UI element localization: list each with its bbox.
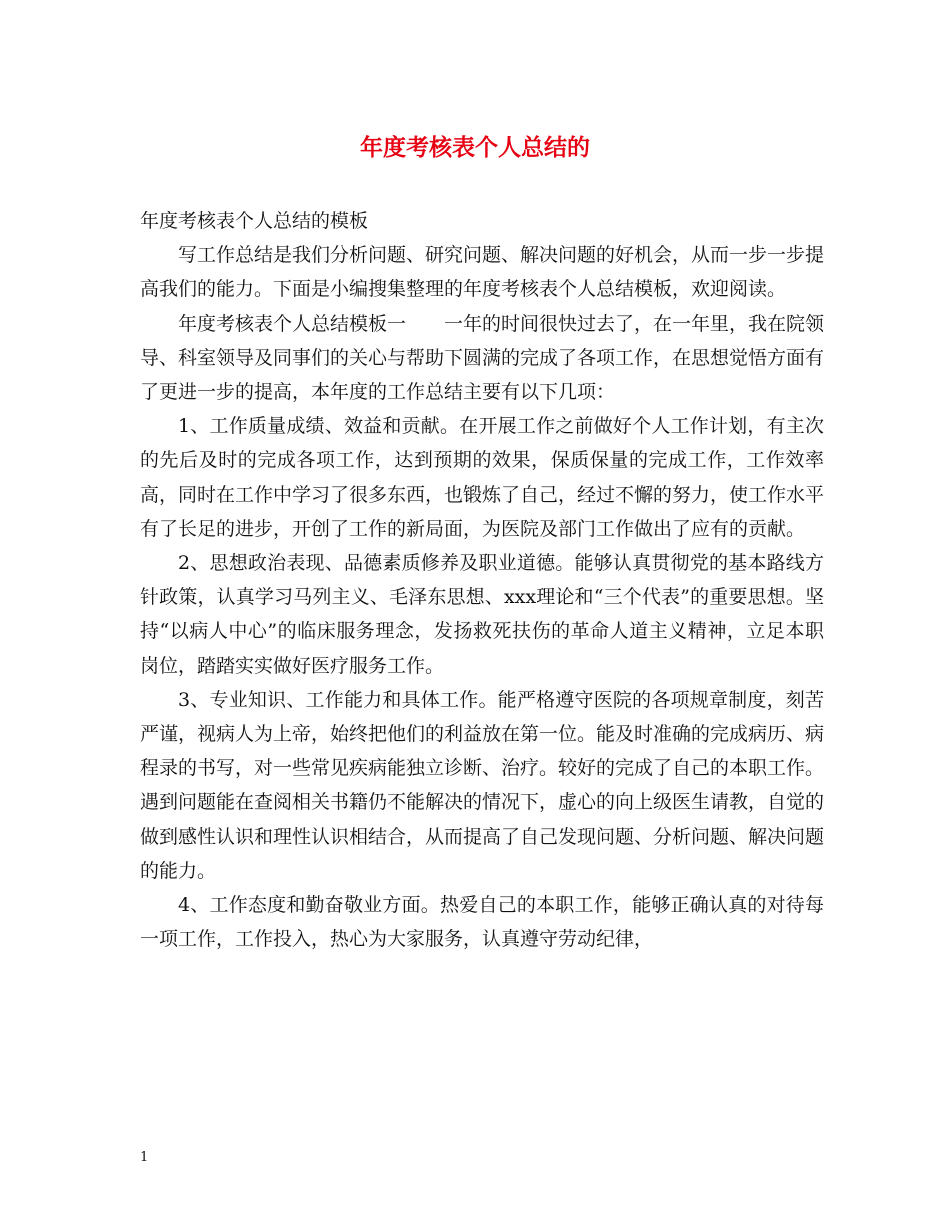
paragraph-intro: 写工作总结是我们分析问题、研究问题、解决问题的好机会，从而一步一步提高我们的能力。下面是小编搜集整理的年度考核表个人总结模板，欢迎阅读。: [140, 244, 825, 301]
paragraph-item-1: 1、工作质量成绩、效益和贡献。在开展工作之前做好个人工作计划，有主次的先后及时的完成各项工作，达到预期的效果，保质保量的完成工作，工作效率高，同时在工作中学习了很多东西，也锻炼了自己，经过不懈的努力，使工作水平有了长足的进步，开创了工作的新局面，为医院及部门工作做出了应有的贡献。: [140, 415, 825, 540]
paragraph-item-4: 4、工作态度和勤奋敬业方面。热爱自己的本职工作，能够正确认真的对待每一项工作，工作投入，热心为大家服务，认真遵守劳动纪律，: [140, 894, 824, 951]
paragraph-template-one: 年度考核表个人总结模板一 一年的时间很快过去了，在一年里，我在院领导、科室领导及同事们的关心与帮助下圆满的完成了各项工作，在思想觉悟方面有了更进一步的提高，本年度的工作总结主要有以下几项：: [140, 312, 825, 404]
page-number: 1: [140, 1150, 149, 1165]
paragraph-item-3: 3、专业知识、工作能力和具体工作。能严格遵守医院的各项规章制度，刻苦严谨，视病人为上帝，始终把他们的利益放在第一位。能及时准确的完成病历、病程录的书写，对一些常见疾病能独立诊断、治疗。较好的完成了自己的本职工作。遇到问题能在查阅相关书籍仍不能解决的情况下，虚心的向上级医生请教，自觉的做到感性认识和理性认识相结合，从而提高了自己发现问题、分析问题、解决问题的能力。: [140, 688, 825, 882]
document-subtitle: 年度考核表个人总结的模板: [140, 210, 369, 232]
document-body: [140, 204, 824, 956]
document-title: 年度考核表个人总结的: [360, 134, 590, 161]
paragraph-item-2: 2、思想政治表现、品德素质修养及职业道德。能够认真贯彻党的基本路线方针政策，认真学习马列主义、毛泽东思想、xxx理论和“三个代表”的重要思想。坚持“以病人中心”的临床服务理念，发扬救死扶伤的革命人道主义精神，立足本职岗位，踏踏实实做好医疗服务工作。: [140, 552, 824, 677]
